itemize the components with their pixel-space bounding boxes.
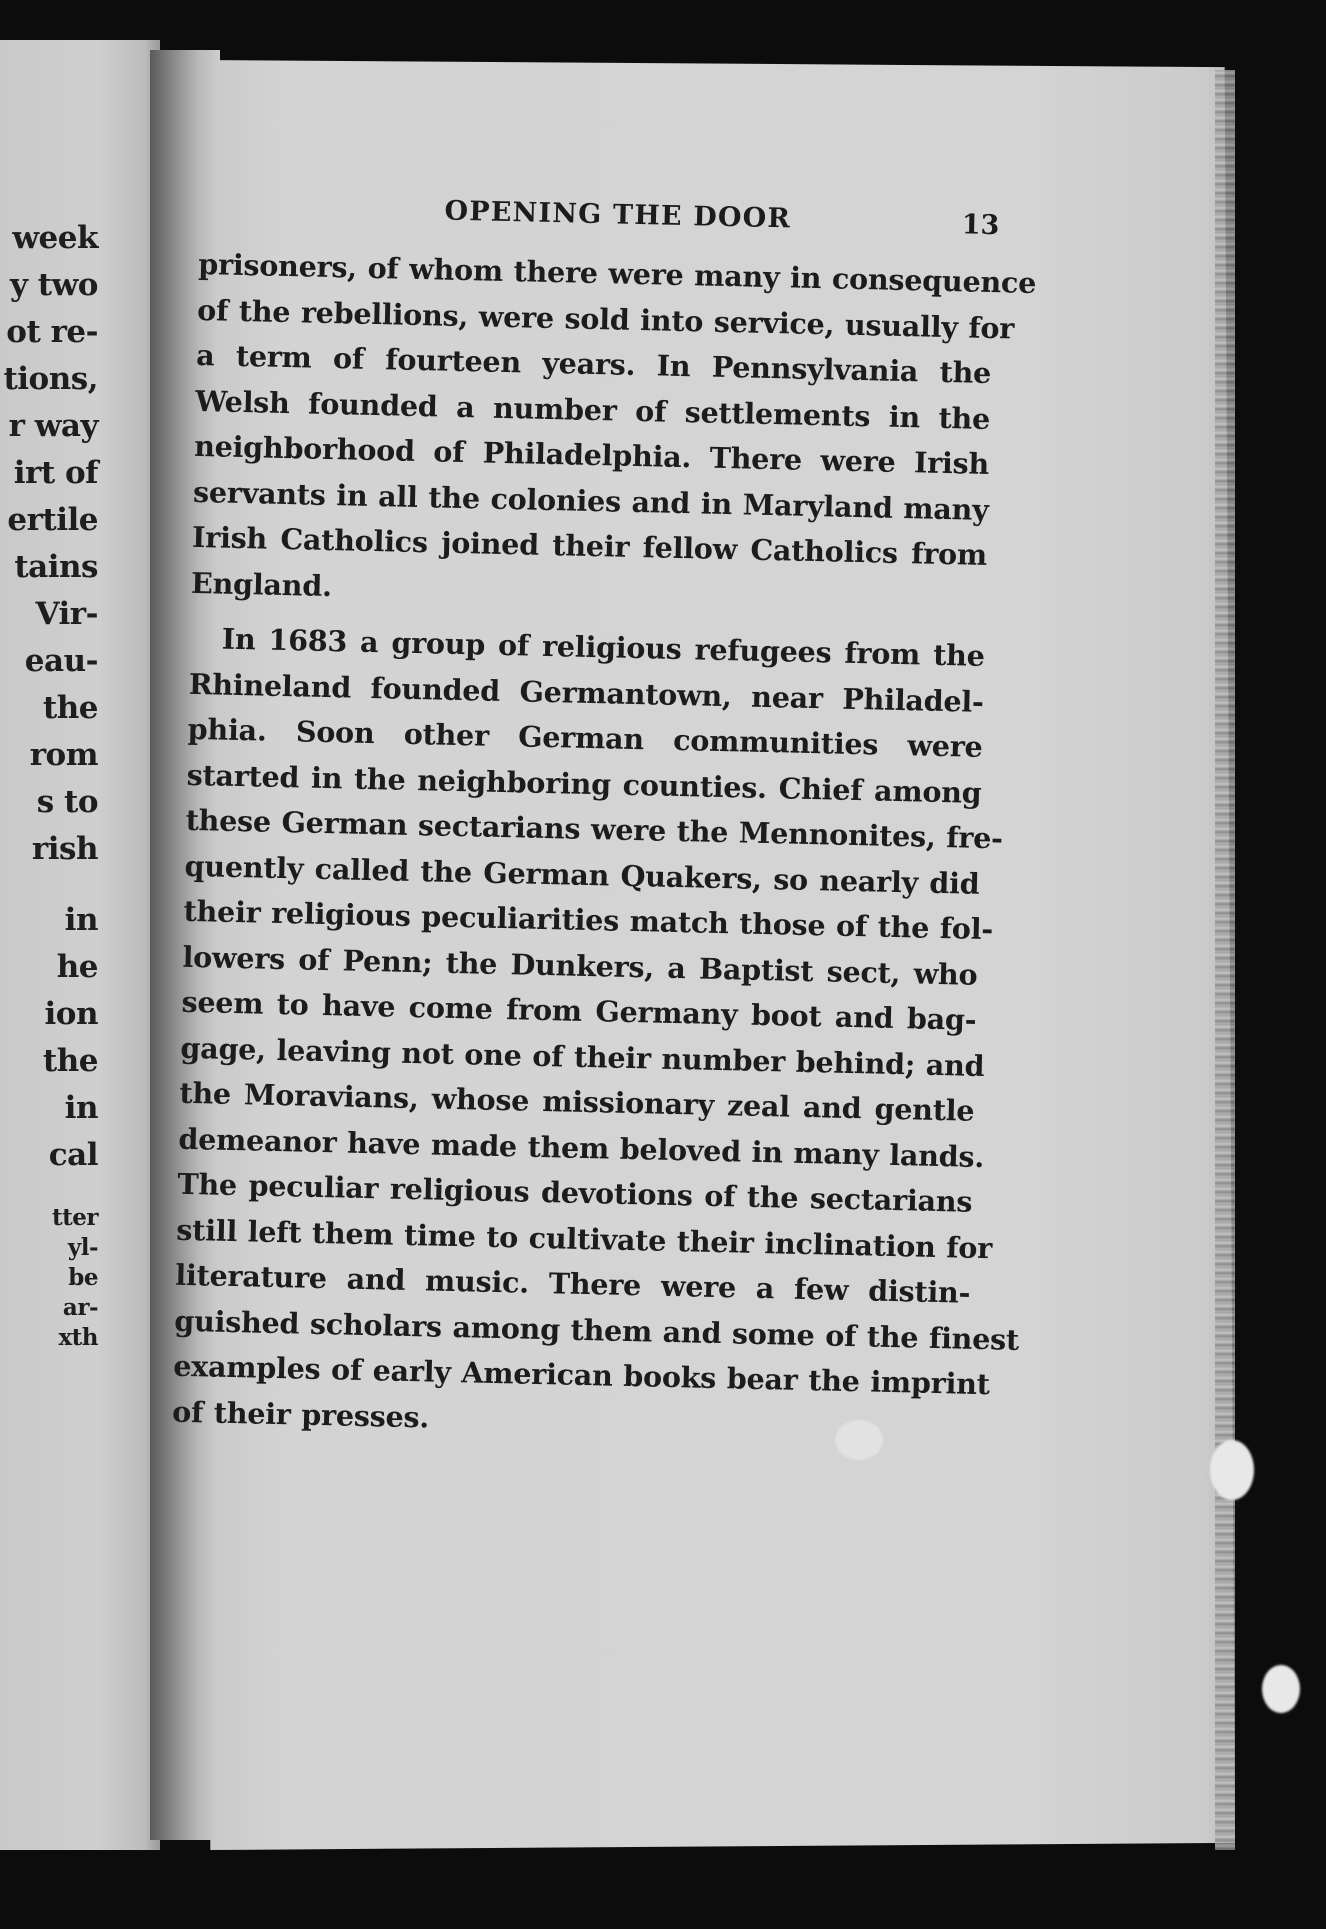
left-line: tions, xyxy=(3,361,98,397)
left-page-text-fragment xyxy=(3,215,98,1353)
spacer xyxy=(3,1179,98,1203)
left-line: irt of xyxy=(13,455,98,491)
left-line: the xyxy=(42,1043,98,1079)
left-line: the xyxy=(42,690,98,726)
paper-blemish xyxy=(835,1420,883,1460)
paragraph-2 xyxy=(171,616,1020,1453)
text-line: Irish Catholics joined their fellow Catholics from xyxy=(191,519,988,572)
left-line: week xyxy=(12,220,98,256)
text-line: servants in all the colonies and in Maryland many xyxy=(192,474,989,527)
text-line: England. xyxy=(190,565,333,603)
left-line: ertile xyxy=(7,502,98,538)
text-line: examples of early American books bear the imprint xyxy=(172,1348,991,1402)
spacer xyxy=(3,873,98,897)
left-line: r way xyxy=(8,408,98,444)
left-line: rom xyxy=(29,737,98,773)
text-line: phia. Soon other German communities were xyxy=(187,711,983,764)
text-line: guished scholars among them and some of the finest xyxy=(173,1303,1020,1357)
text-line: these German sectarians were the Mennonites, fre- xyxy=(185,802,1004,856)
text-line: gage, leaving not one of their number behind; and xyxy=(180,1030,985,1083)
text-line: In 1683 a group of religious refugees from the xyxy=(221,621,986,673)
text-line: The peculiar religious devotions of the sectarians xyxy=(177,1166,973,1219)
running-head-title: OPENING THE DOOR xyxy=(444,195,792,235)
paper-damage-spot xyxy=(1210,1440,1254,1500)
left-line: Vir- xyxy=(35,596,98,632)
page-edge xyxy=(1215,70,1235,1850)
left-line: ion xyxy=(44,996,98,1032)
text-line: seem to have come from Germany boot and bag- xyxy=(181,984,977,1037)
text-line: of the rebellions, were sold into service, usually for xyxy=(196,292,1015,346)
text-line: Welsh founded a number of settlements in the xyxy=(194,383,991,436)
left-line: eau- xyxy=(24,643,98,679)
text-line: quently called the German Quakers, so nearly did xyxy=(184,848,980,901)
page-number: 13 xyxy=(961,209,1000,242)
text-line: started in the neighboring counties. Chief among xyxy=(186,757,982,810)
left-line: y two xyxy=(10,267,98,303)
left-line: rish xyxy=(31,831,98,867)
left-line: cal xyxy=(48,1137,98,1173)
page-text-block xyxy=(171,190,1037,1453)
left-facing-page xyxy=(0,40,160,1850)
text-line: demeanor have made them beloved in many lands. xyxy=(178,1121,985,1174)
text-line: their religious peculiarities match those of the fol- xyxy=(183,893,994,947)
left-footnote-line: xth xyxy=(58,1324,98,1351)
paper-damage-spot xyxy=(1262,1665,1300,1713)
left-line: tains xyxy=(14,549,98,585)
text-line: Rhineland founded Germantown, near Philadel- xyxy=(188,666,984,719)
text-line: neighborhood of Philadelphia. There were Irish xyxy=(193,428,990,481)
text-line: literature and music. There were a few distin- xyxy=(174,1257,971,1310)
left-footnote-line: ar- xyxy=(62,1294,98,1321)
left-footnote-line: be xyxy=(68,1264,98,1291)
left-line: in xyxy=(64,902,98,938)
text-line: a term of fourteen years. In Pennsylvania the xyxy=(195,337,992,390)
left-line: s to xyxy=(36,784,98,820)
left-line: he xyxy=(56,949,98,985)
left-line: ot re- xyxy=(6,314,98,350)
left-footnote-line: yl- xyxy=(67,1234,98,1261)
text-line: the Moravians, whose missionary zeal and gentle xyxy=(179,1075,975,1128)
text-line: still left them time to cultivate their inclination for xyxy=(176,1212,993,1265)
text-line: prisoners, of whom there were many in consequence xyxy=(197,246,1037,300)
text-line: lowers of Penn; the Dunkers, a Baptist sect, who xyxy=(182,939,978,992)
paragraph-1 xyxy=(190,242,1037,624)
text-line: of their presses. xyxy=(171,1394,430,1435)
left-line: in xyxy=(64,1090,98,1126)
left-footnote-line: tter xyxy=(52,1204,98,1231)
